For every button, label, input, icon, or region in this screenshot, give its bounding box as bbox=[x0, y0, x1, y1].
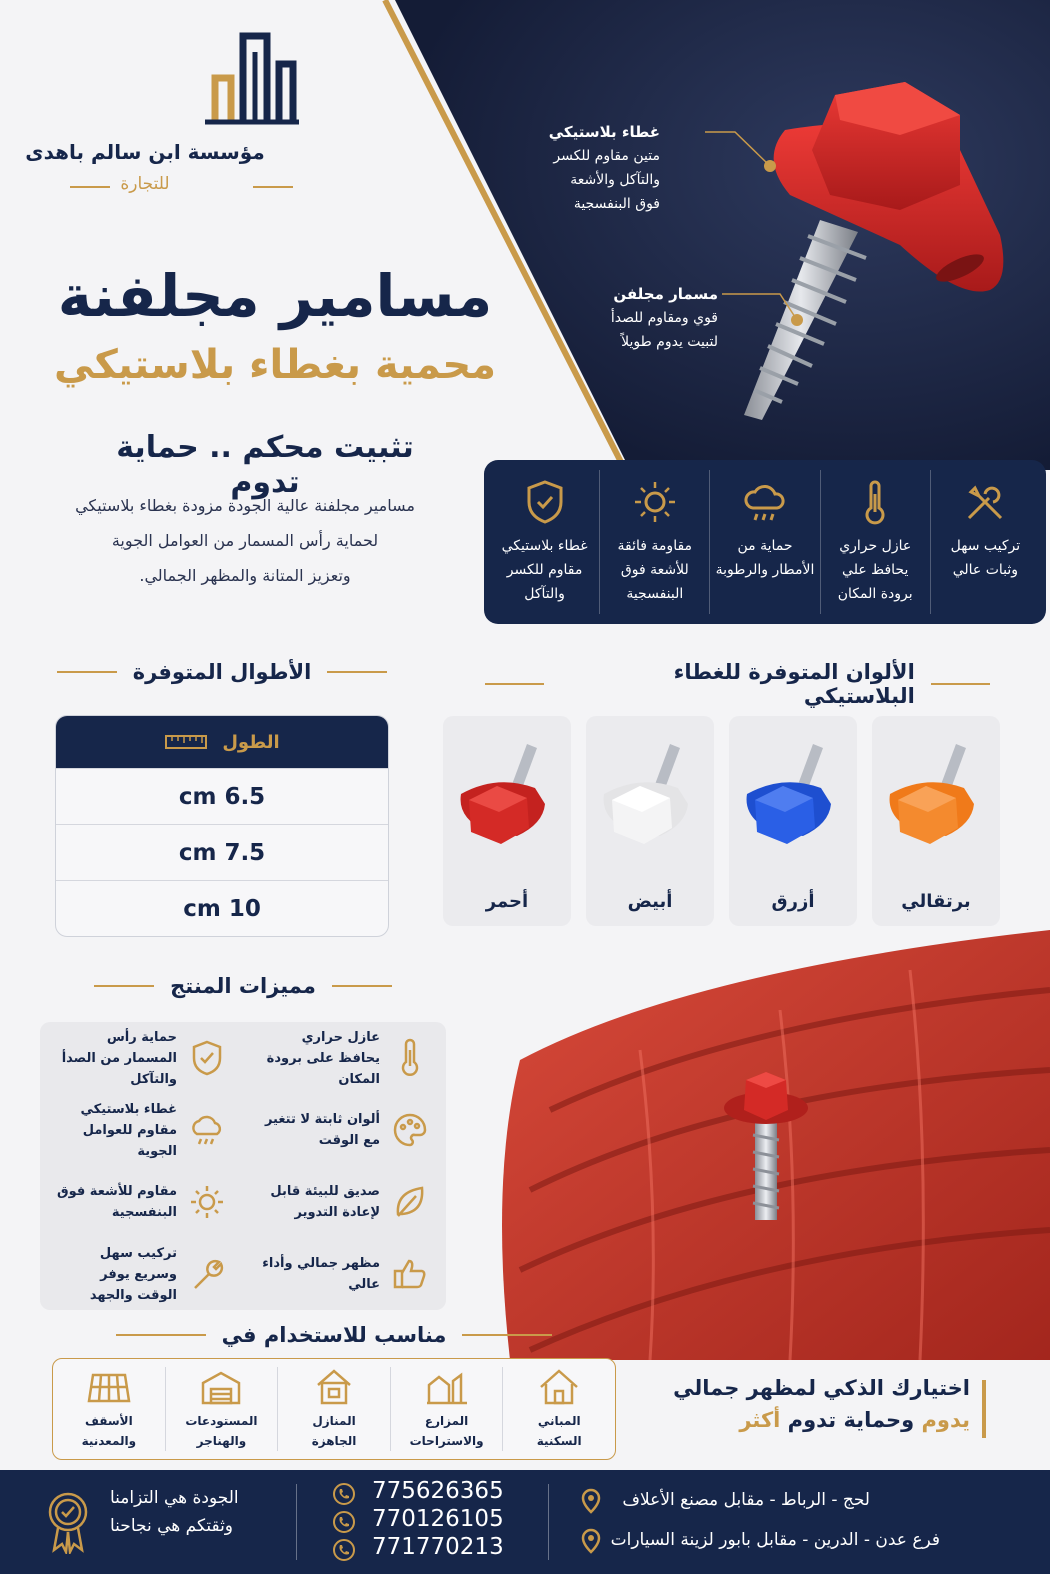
divider bbox=[931, 683, 990, 685]
feature-text: صديق للبيئة قابل لإعادة التدوير bbox=[270, 1184, 380, 1220]
address-1: لحج - الرباط - مقابل مصنع الأعلاف bbox=[622, 1490, 870, 1510]
callout-line-2: لتبيت يدوم طويلاً bbox=[621, 334, 718, 350]
smart-choice-line-2 bbox=[673, 1408, 970, 1432]
company-name: مؤسسة ابن سالم باهدى bbox=[25, 140, 265, 164]
lengths-heading-text: الأطوال المتوفرة bbox=[132, 660, 312, 684]
hero-section bbox=[0, 0, 1050, 470]
main-title: مسامير مجلفنة bbox=[57, 262, 493, 330]
smart-choice-word-3: أكثر bbox=[739, 1408, 781, 1432]
feature-item bbox=[243, 1022, 446, 1094]
strip-item bbox=[820, 470, 930, 614]
tools-icon bbox=[961, 478, 1009, 526]
color-card-red[interactable] bbox=[443, 716, 571, 926]
callout-title: مسمار مجلفن bbox=[613, 285, 718, 303]
ruler-icon bbox=[164, 732, 208, 752]
feature-text: تركيب سهل وسريع يوفر الوقت والجهد bbox=[89, 1245, 177, 1303]
color-label: أزرق bbox=[771, 891, 815, 912]
strip-item bbox=[490, 470, 599, 614]
usage-text: المزارع والاستراحات bbox=[409, 1414, 484, 1448]
phone-number-3[interactable]: 771770213 bbox=[372, 1534, 504, 1560]
callout-line-2: والتآكل والأشعة bbox=[570, 172, 660, 188]
usage-heading bbox=[52, 1323, 616, 1347]
usage-item bbox=[390, 1367, 503, 1451]
length-row: 6.5 cm bbox=[56, 768, 388, 824]
divider bbox=[116, 1334, 206, 1336]
features-heading bbox=[40, 974, 446, 998]
strip-text: حماية من الأمطار والرطوبة bbox=[715, 538, 815, 578]
lengths-table bbox=[55, 715, 389, 937]
phone-icon bbox=[332, 1510, 356, 1534]
slogan-line-2: وثقتكم هي نجاحنا bbox=[110, 1516, 234, 1536]
strip-item bbox=[599, 470, 709, 614]
color-card-white[interactable] bbox=[586, 716, 714, 926]
feature-text: غطاء بلاستيكي مقاوم للعوامل الجوية bbox=[80, 1101, 177, 1159]
callout-line-1: قوي ومقاوم للصدأ bbox=[610, 310, 718, 326]
description-line-3: وتعزيز المتانة والمظهر الجمالي. bbox=[139, 566, 351, 585]
divider bbox=[332, 985, 392, 987]
features-grid bbox=[40, 1022, 446, 1310]
lengths-heading bbox=[55, 660, 389, 684]
color-label: برتقالي bbox=[901, 891, 971, 912]
palette-icon bbox=[390, 1110, 430, 1150]
usage-item bbox=[502, 1367, 615, 1451]
color-card-orange[interactable] bbox=[872, 716, 1000, 926]
divider bbox=[94, 985, 154, 987]
divider bbox=[253, 186, 293, 188]
slogan-line-1: الجودة هي التزامنا bbox=[110, 1488, 239, 1508]
length-row: 7.5 cm bbox=[56, 824, 388, 880]
divider bbox=[327, 671, 387, 673]
description-line-1: مسامير مجلفنة عالية الجودة مزودة بغطاء بلاستيكي bbox=[75, 496, 415, 515]
location-pin-icon bbox=[580, 1528, 602, 1554]
screw-orange-image bbox=[876, 724, 996, 874]
callout-title: غطاء بلاستيكي bbox=[548, 123, 660, 141]
strip-text: عازل حراري يحافظ علي برودة المكان bbox=[837, 538, 913, 602]
footer-divider bbox=[296, 1484, 297, 1560]
strip-item bbox=[930, 470, 1040, 614]
location-pin-icon bbox=[580, 1488, 602, 1514]
divider bbox=[57, 671, 117, 673]
length-row: 10 cm bbox=[56, 880, 388, 936]
feature-item bbox=[243, 1094, 446, 1166]
thermometer-icon bbox=[851, 478, 899, 526]
warehouse-icon bbox=[199, 1367, 243, 1407]
screw-white-image bbox=[590, 724, 710, 874]
callout-line-3: فوق البنفسجية bbox=[573, 196, 660, 212]
rain-cloud-icon bbox=[187, 1110, 227, 1150]
divider bbox=[70, 186, 110, 188]
screw-blue-image bbox=[733, 724, 853, 874]
sun-icon bbox=[187, 1182, 227, 1222]
roof-sheet-icon bbox=[87, 1367, 131, 1407]
smart-choice-line-1: اختيارك الذكي لمظهر جمالي bbox=[673, 1376, 970, 1400]
color-label: أبيض bbox=[627, 891, 673, 912]
strip-text: مقاومة فائقة للأشعة فوق البنفسجية bbox=[617, 538, 693, 602]
usage-item bbox=[277, 1367, 390, 1451]
footer-divider bbox=[548, 1484, 549, 1560]
prefab-house-icon bbox=[312, 1367, 356, 1407]
description bbox=[45, 488, 445, 593]
usage-text: المباني السكنية bbox=[536, 1414, 582, 1448]
usage-text: المنازل الجاهزة bbox=[311, 1414, 357, 1448]
house-icon bbox=[537, 1367, 581, 1407]
usage-item bbox=[165, 1367, 278, 1451]
lengths-column-header: الطول bbox=[222, 731, 280, 753]
feature-item bbox=[243, 1166, 446, 1238]
roof-with-screw-image bbox=[490, 930, 1050, 1360]
phone-number-1[interactable]: 775626365 bbox=[372, 1478, 504, 1504]
divider bbox=[462, 1334, 552, 1336]
strip-item bbox=[709, 470, 819, 614]
accent-bar bbox=[982, 1380, 986, 1438]
usage-text: الأسقف والمعدنية bbox=[81, 1414, 137, 1448]
usage-item bbox=[53, 1367, 165, 1451]
phone-icon bbox=[332, 1482, 356, 1506]
feature-item bbox=[40, 1022, 243, 1094]
usage-box bbox=[52, 1358, 616, 1460]
feature-text: مظهر جمالي وأداء عالي bbox=[262, 1256, 380, 1292]
sun-icon bbox=[631, 478, 679, 526]
colors-heading-text: الألوان المتوفرة للغطاء البلاستيكي bbox=[673, 660, 915, 708]
shield-check-icon bbox=[521, 478, 569, 526]
tagline: تثبيت محكم .. حماية تدوم bbox=[116, 430, 414, 500]
description-line-2: لحماية رأس المسمار من العوامل الجوية bbox=[111, 531, 379, 550]
thermometer-icon bbox=[390, 1038, 430, 1078]
feature-text: مقاوم للأشعة فوق البنفسجية bbox=[57, 1184, 177, 1220]
usage-text: المستودعات والهناجر bbox=[185, 1414, 258, 1448]
color-card-blue[interactable] bbox=[729, 716, 857, 926]
footer bbox=[0, 1470, 1050, 1574]
feature-strip bbox=[484, 460, 1046, 624]
colors-heading bbox=[485, 660, 990, 708]
leaf-icon bbox=[390, 1182, 430, 1222]
features-heading-text: مميزات المنتج bbox=[170, 974, 316, 998]
thumbs-up-icon bbox=[390, 1254, 430, 1294]
feature-item bbox=[40, 1166, 243, 1238]
divider bbox=[485, 683, 544, 685]
smart-choice bbox=[673, 1376, 970, 1432]
feature-item bbox=[40, 1238, 243, 1310]
company-sub: للتجارة bbox=[120, 174, 170, 194]
shield-check-icon bbox=[187, 1038, 227, 1078]
feature-text: حماية رأس المسمار من الصدأ والتآكل bbox=[61, 1029, 177, 1087]
lengths-table-header bbox=[56, 716, 388, 768]
address-2: فرع عدن - الدرين - مقابل بابور لزينة السيارات bbox=[610, 1530, 940, 1550]
feature-item bbox=[243, 1238, 446, 1310]
callout-galvanized-screw bbox=[498, 282, 718, 354]
hero-background bbox=[0, 0, 1050, 470]
wrench-icon bbox=[187, 1254, 227, 1294]
smart-choice-word-1: يدوم bbox=[921, 1408, 970, 1432]
phone-icon bbox=[332, 1538, 356, 1562]
company-logo bbox=[195, 30, 305, 130]
usage-heading-text: مناسب للاستخدام في bbox=[221, 1323, 447, 1347]
screw-red-image bbox=[447, 724, 567, 874]
feature-text: عازل حراري يحافظ على برودة المكان bbox=[266, 1029, 380, 1087]
callout-line-1: متين مقاوم للكسر bbox=[553, 148, 660, 164]
callout-plastic-cap bbox=[440, 120, 660, 216]
strip-text: تركيب سهل وثبات عالي bbox=[950, 538, 1021, 578]
feature-item bbox=[40, 1094, 243, 1166]
feature-text: ألوان ثابتة لا تتغير مع الوقت bbox=[264, 1112, 380, 1148]
color-label: أحمر bbox=[485, 891, 529, 912]
phone-number-2[interactable]: 770126105 bbox=[372, 1506, 504, 1532]
sub-title: محمية بغطاء بلاستيكي bbox=[54, 342, 496, 388]
farm-icon bbox=[425, 1367, 469, 1407]
strip-text: غطاء بلاستيكي مقاوم للكسر والتآكل bbox=[501, 538, 588, 602]
quality-badge-icon bbox=[46, 1490, 90, 1554]
smart-choice-word-2: وحماية تدوم bbox=[787, 1408, 915, 1432]
rain-cloud-icon bbox=[741, 478, 789, 526]
